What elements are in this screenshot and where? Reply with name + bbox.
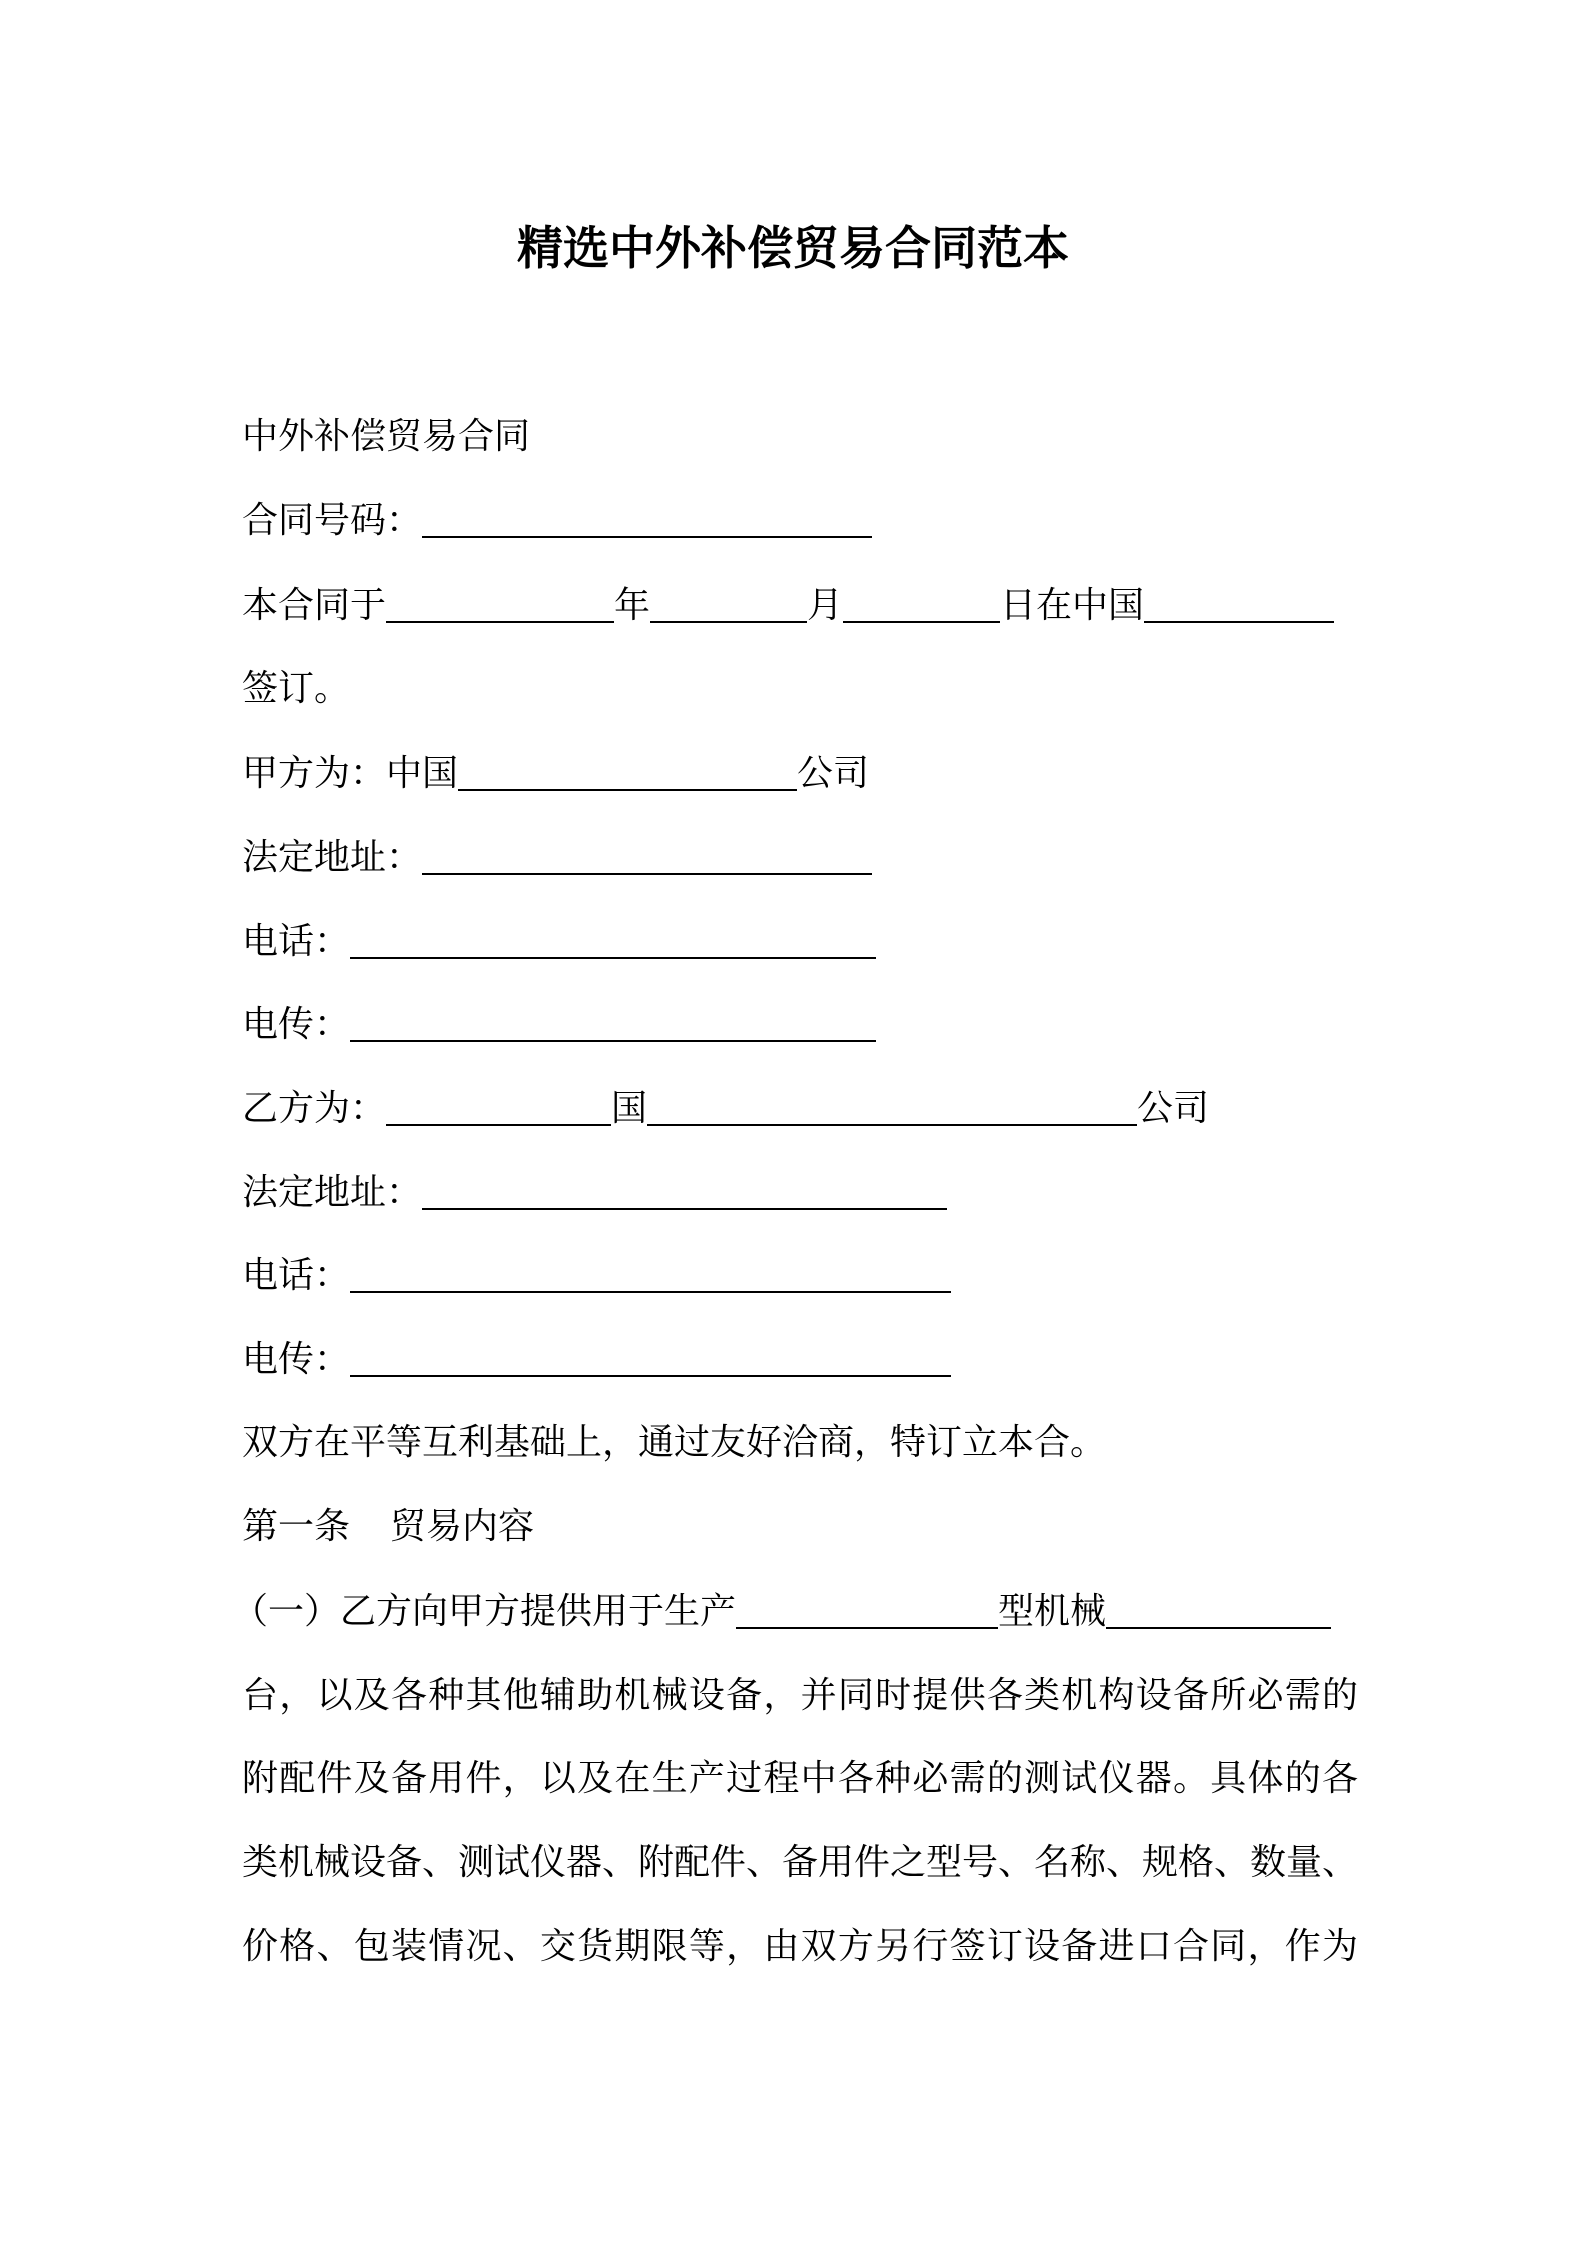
article-1-heading — [242, 1502, 534, 1552]
paragraph-line: 台，以及各种其他辅助机械设备，并同时提供各类机构设备所必需的 — [242, 1675, 1358, 1716]
place-blank[interactable] — [1144, 585, 1334, 623]
party-b-fax-line — [242, 1335, 951, 1385]
paragraph-line: 类机械设备、测试仪器、附配件、备用件之型号、名称、规格、数量、 — [242, 1842, 1359, 1883]
party-a-fax-line — [242, 1000, 876, 1050]
label: 乙方为： — [242, 1088, 387, 1129]
quantity-blank[interactable] — [1106, 1591, 1331, 1629]
contract-number-blank[interactable] — [422, 500, 872, 538]
party-b-country-blank[interactable] — [386, 1088, 611, 1126]
party-b-address-line — [242, 1168, 947, 1218]
product-blank[interactable] — [736, 1591, 998, 1629]
paragraph-line: 附配件及备用件，以及在生产过程中各种必需的测试仪器。具体的各 — [242, 1758, 1358, 1799]
label: 月 — [807, 585, 844, 626]
signing-end: 签订。 — [242, 668, 351, 709]
label: 电传： — [242, 1004, 351, 1045]
label: 公司 — [1137, 1088, 1210, 1129]
party-a-line — [242, 749, 869, 799]
party-a-fax-blank[interactable] — [350, 1004, 876, 1042]
party-b-fax-blank[interactable] — [350, 1339, 951, 1377]
label: 合同号码： — [242, 500, 423, 541]
party-a-phone-blank[interactable] — [350, 921, 876, 959]
party-a-address-blank[interactable] — [422, 837, 872, 875]
label: 型机械 — [998, 1591, 1107, 1632]
preamble: 双方在平等互利基础上，通过友好洽商，特订立本合。 — [242, 1422, 1107, 1463]
signing-date-line — [242, 581, 1334, 631]
label: 日在中国 — [1000, 585, 1145, 626]
label: 甲方为：中国 — [242, 753, 459, 794]
year-blank[interactable] — [386, 585, 614, 623]
label: 国 — [611, 1088, 648, 1129]
label: 年 — [614, 585, 651, 626]
label: 电话： — [242, 1255, 351, 1296]
day-blank[interactable] — [843, 585, 1000, 623]
article-number: 第一条 — [242, 1506, 351, 1547]
label: 公司 — [797, 753, 870, 794]
party-b-name-blank[interactable] — [647, 1088, 1137, 1126]
party-b-line — [242, 1084, 1209, 1134]
contract-heading: 中外补偿贸易合同 — [242, 416, 531, 457]
label: （一）乙方向甲方提供用于生产 — [232, 1591, 737, 1632]
article-title: 贸易内容 — [390, 1506, 535, 1547]
party-a-address-line — [242, 833, 872, 883]
label: 本合同于 — [242, 585, 387, 626]
item-1-line — [232, 1587, 1331, 1637]
party-b-phone-line — [242, 1251, 951, 1301]
label: 电传： — [242, 1339, 351, 1380]
party-a-phone-line — [242, 917, 876, 967]
party-b-address-blank[interactable] — [422, 1172, 947, 1210]
label: 电话： — [242, 921, 351, 962]
party-b-phone-blank[interactable] — [350, 1255, 951, 1293]
month-blank[interactable] — [650, 585, 807, 623]
party-a-name-blank[interactable] — [458, 753, 797, 791]
label: 法定地址： — [242, 837, 423, 878]
paragraph-line: 价格、包装情况、交货期限等，由双方另行签订设备进口合同，作为 — [242, 1926, 1358, 1967]
document-title: 精选中外补偿贸易合同范本 — [517, 221, 1069, 275]
contract-number-line — [242, 496, 872, 546]
label: 法定地址： — [242, 1172, 423, 1213]
